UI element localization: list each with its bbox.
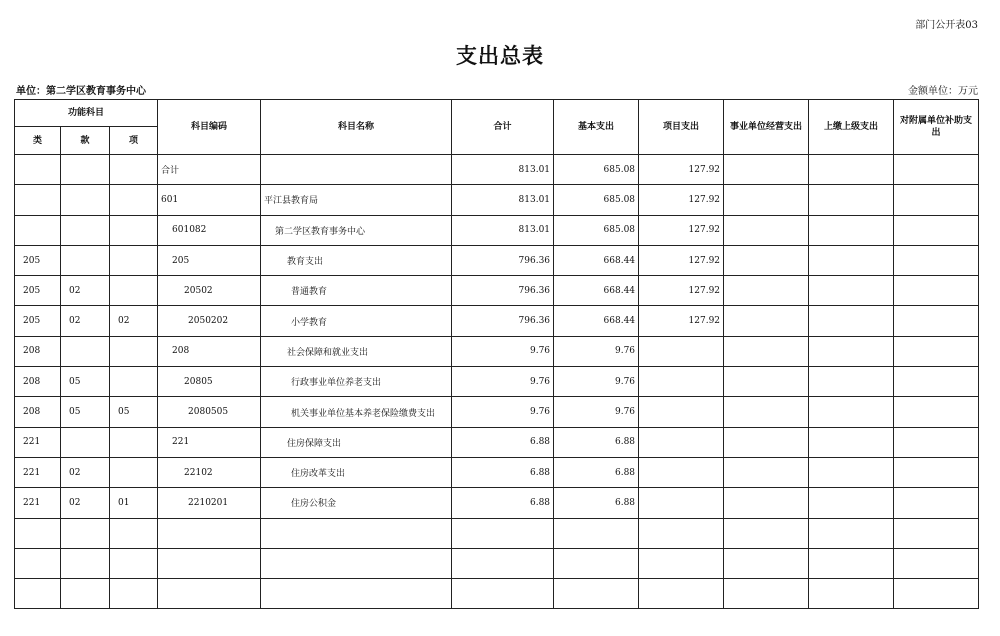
cell-business — [724, 548, 809, 578]
cell-xiang: 05 — [110, 397, 158, 427]
cell-subject-name: 小学教育 — [261, 306, 452, 336]
cell-subsidy — [894, 276, 979, 306]
cell-business — [724, 397, 809, 427]
expenditure-table — [14, 99, 979, 609]
cell-basic: 9.76 — [554, 336, 639, 366]
cell-total: 6.88 — [452, 427, 554, 457]
cell-kuan: 05 — [61, 397, 110, 427]
cell-lei: 205 — [15, 306, 61, 336]
cell-xiang — [110, 457, 158, 487]
cell-total: 813.01 — [452, 155, 554, 185]
cell-subject-name: 行政事业单位养老支出 — [261, 367, 452, 397]
cell-lei: 205 — [15, 245, 61, 275]
reporting-unit: 单位：第二学区教育事务中心 — [16, 86, 146, 97]
header-subject-code: 科目编码 — [158, 100, 261, 155]
cell-subject-code — [158, 518, 261, 548]
cell-xiang — [110, 215, 158, 245]
cell-basic: 668.44 — [554, 306, 639, 336]
cell-kuan — [61, 548, 110, 578]
cell-total — [452, 518, 554, 548]
table-row — [15, 185, 979, 215]
cell-lei — [15, 579, 61, 609]
cell-lei: 205 — [15, 276, 61, 306]
cell-subject-name: 平江县教育局 — [261, 185, 452, 215]
cell-total — [452, 548, 554, 578]
cell-subject-name: 教育支出 — [261, 245, 452, 275]
cell-subject-code: 208 — [158, 336, 261, 366]
cell-subject-name: 住房保障支出 — [261, 427, 452, 457]
table-row — [15, 548, 979, 578]
cell-subject-name: 住房公积金 — [261, 488, 452, 518]
cell-basic: 6.88 — [554, 457, 639, 487]
cell-subsidy — [894, 579, 979, 609]
cell-kuan — [61, 579, 110, 609]
cell-subject-name — [261, 548, 452, 578]
table-row — [15, 518, 979, 548]
cell-project — [639, 457, 724, 487]
cell-xiang — [110, 155, 158, 185]
cell-basic: 685.08 — [554, 215, 639, 245]
cell-project — [639, 367, 724, 397]
cell-xiang: 01 — [110, 488, 158, 518]
cell-upper-payment — [809, 518, 894, 548]
cell-upper-payment — [809, 488, 894, 518]
cell-project: 127.92 — [639, 215, 724, 245]
cell-subject-code — [158, 579, 261, 609]
cell-upper-payment — [809, 427, 894, 457]
cell-xiang — [110, 336, 158, 366]
cell-upper-payment — [809, 276, 894, 306]
cell-subject-name: 普通教育 — [261, 276, 452, 306]
cell-total: 6.88 — [452, 457, 554, 487]
cell-total: 9.76 — [452, 367, 554, 397]
cell-project — [639, 488, 724, 518]
cell-total: 813.01 — [452, 215, 554, 245]
cell-subject-name: 第二学区教育事务中心 — [261, 215, 452, 245]
cell-upper-payment — [809, 579, 894, 609]
cell-subject-name — [261, 155, 452, 185]
cell-basic — [554, 518, 639, 548]
cell-subsidy — [894, 488, 979, 518]
cell-subject-code: 2080505 — [158, 397, 261, 427]
cell-project — [639, 518, 724, 548]
cell-basic: 6.88 — [554, 488, 639, 518]
cell-project: 127.92 — [639, 185, 724, 215]
cell-project: 127.92 — [639, 245, 724, 275]
cell-business — [724, 427, 809, 457]
table-row — [15, 579, 979, 609]
header-upper-payment: 上缴上级支出 — [809, 100, 894, 155]
cell-subject-code: 221 — [158, 427, 261, 457]
cell-basic — [554, 579, 639, 609]
table-body — [15, 155, 979, 609]
cell-subject-name — [261, 518, 452, 548]
cell-total: 796.36 — [452, 306, 554, 336]
cell-kuan — [61, 185, 110, 215]
cell-basic: 9.76 — [554, 397, 639, 427]
table-row — [15, 306, 979, 336]
header-business-expenditure: 事业单位经营支出 — [724, 100, 809, 155]
cell-upper-payment — [809, 336, 894, 366]
cell-basic: 6.88 — [554, 427, 639, 457]
cell-business — [724, 306, 809, 336]
cell-subject-name: 机关事业单位基本养老保险缴费支出 — [261, 397, 452, 427]
header-project-expenditure: 项目支出 — [639, 100, 724, 155]
cell-upper-payment — [809, 457, 894, 487]
table-row — [15, 155, 979, 185]
form-code: 部门公开表03 — [915, 20, 978, 31]
cell-kuan — [61, 336, 110, 366]
cell-subject-name — [261, 579, 452, 609]
cell-business — [724, 336, 809, 366]
cell-basic: 685.08 — [554, 155, 639, 185]
cell-total — [452, 579, 554, 609]
cell-project: 127.92 — [639, 155, 724, 185]
cell-lei: 208 — [15, 336, 61, 366]
table-row — [15, 488, 979, 518]
cell-business — [724, 367, 809, 397]
cell-kuan: 05 — [61, 367, 110, 397]
cell-subsidy — [894, 427, 979, 457]
cell-total: 796.36 — [452, 245, 554, 275]
cell-project — [639, 336, 724, 366]
cell-kuan — [61, 245, 110, 275]
cell-basic: 9.76 — [554, 367, 639, 397]
cell-subsidy — [894, 457, 979, 487]
cell-total: 796.36 — [452, 276, 554, 306]
cell-upper-payment — [809, 548, 894, 578]
cell-xiang — [110, 185, 158, 215]
cell-business — [724, 579, 809, 609]
cell-business — [724, 457, 809, 487]
header-kuan: 款 — [61, 127, 110, 155]
cell-kuan: 02 — [61, 457, 110, 487]
table-row — [15, 276, 979, 306]
cell-lei — [15, 155, 61, 185]
cell-business — [724, 185, 809, 215]
cell-kuan — [61, 518, 110, 548]
cell-subject-code — [158, 548, 261, 578]
cell-project — [639, 397, 724, 427]
cell-subsidy — [894, 518, 979, 548]
cell-total: 9.76 — [452, 397, 554, 427]
cell-xiang — [110, 548, 158, 578]
cell-total: 9.76 — [452, 336, 554, 366]
cell-business — [724, 245, 809, 275]
cell-upper-payment — [809, 397, 894, 427]
table-row — [15, 457, 979, 487]
amount-unit: 金额单位：万元 — [908, 86, 978, 97]
cell-subject-code: 22102 — [158, 457, 261, 487]
cell-subsidy — [894, 185, 979, 215]
cell-lei — [15, 548, 61, 578]
cell-subject-code: 20502 — [158, 276, 261, 306]
cell-project — [639, 548, 724, 578]
cell-project: 127.92 — [639, 276, 724, 306]
cell-basic: 668.44 — [554, 245, 639, 275]
cell-lei: 221 — [15, 488, 61, 518]
cell-subject-code: 合计 — [158, 155, 261, 185]
cell-subsidy — [894, 245, 979, 275]
cell-project — [639, 579, 724, 609]
table-row — [15, 215, 979, 245]
cell-subject-code: 205 — [158, 245, 261, 275]
cell-xiang — [110, 518, 158, 548]
cell-subsidy — [894, 215, 979, 245]
cell-subsidy — [894, 306, 979, 336]
header-subject-name: 科目名称 — [261, 100, 452, 155]
cell-lei: 208 — [15, 397, 61, 427]
cell-xiang — [110, 245, 158, 275]
cell-subject-name: 社会保障和就业支出 — [261, 336, 452, 366]
cell-upper-payment — [809, 367, 894, 397]
cell-total: 813.01 — [452, 185, 554, 215]
cell-subsidy — [894, 397, 979, 427]
cell-upper-payment — [809, 306, 894, 336]
cell-subsidy — [894, 548, 979, 578]
cell-project: 127.92 — [639, 306, 724, 336]
header-functional-subject: 功能科目 — [15, 100, 158, 127]
cell-xiang — [110, 579, 158, 609]
cell-basic: 685.08 — [554, 185, 639, 215]
cell-lei: 221 — [15, 427, 61, 457]
cell-business — [724, 215, 809, 245]
cell-subsidy — [894, 336, 979, 366]
cell-kuan: 02 — [61, 276, 110, 306]
cell-kuan: 02 — [61, 488, 110, 518]
table-row — [15, 367, 979, 397]
cell-xiang — [110, 367, 158, 397]
table-row — [15, 336, 979, 366]
cell-subsidy — [894, 155, 979, 185]
cell-upper-payment — [809, 155, 894, 185]
header-basic-expenditure: 基本支出 — [554, 100, 639, 155]
cell-lei — [15, 185, 61, 215]
cell-subsidy — [894, 367, 979, 397]
cell-upper-payment — [809, 185, 894, 215]
cell-xiang — [110, 427, 158, 457]
cell-kuan — [61, 215, 110, 245]
cell-xiang: 02 — [110, 306, 158, 336]
cell-basic: 668.44 — [554, 276, 639, 306]
cell-project — [639, 427, 724, 457]
cell-lei: 221 — [15, 457, 61, 487]
cell-business — [724, 155, 809, 185]
cell-subject-code: 601 — [158, 185, 261, 215]
table-row — [15, 245, 979, 275]
cell-upper-payment — [809, 215, 894, 245]
cell-lei — [15, 518, 61, 548]
cell-business — [724, 518, 809, 548]
header-subsidy: 对附属单位补助支出 — [894, 100, 979, 155]
cell-total: 6.88 — [452, 488, 554, 518]
header-total: 合计 — [452, 100, 554, 155]
cell-lei: 208 — [15, 367, 61, 397]
cell-subject-code: 2210201 — [158, 488, 261, 518]
cell-subject-code: 20805 — [158, 367, 261, 397]
cell-subject-code: 2050202 — [158, 306, 261, 336]
cell-basic — [554, 548, 639, 578]
cell-subject-code: 601082 — [158, 215, 261, 245]
cell-kuan — [61, 155, 110, 185]
cell-xiang — [110, 276, 158, 306]
cell-subject-name: 住房改革支出 — [261, 457, 452, 487]
table-row — [15, 427, 979, 457]
cell-kuan — [61, 427, 110, 457]
cell-business — [724, 276, 809, 306]
header-lei: 类 — [15, 127, 61, 155]
cell-business — [724, 488, 809, 518]
page-title: 支出总表 — [456, 44, 544, 68]
table-row — [15, 397, 979, 427]
cell-lei — [15, 215, 61, 245]
cell-kuan: 02 — [61, 306, 110, 336]
cell-upper-payment — [809, 245, 894, 275]
header-xiang: 项 — [110, 127, 158, 155]
